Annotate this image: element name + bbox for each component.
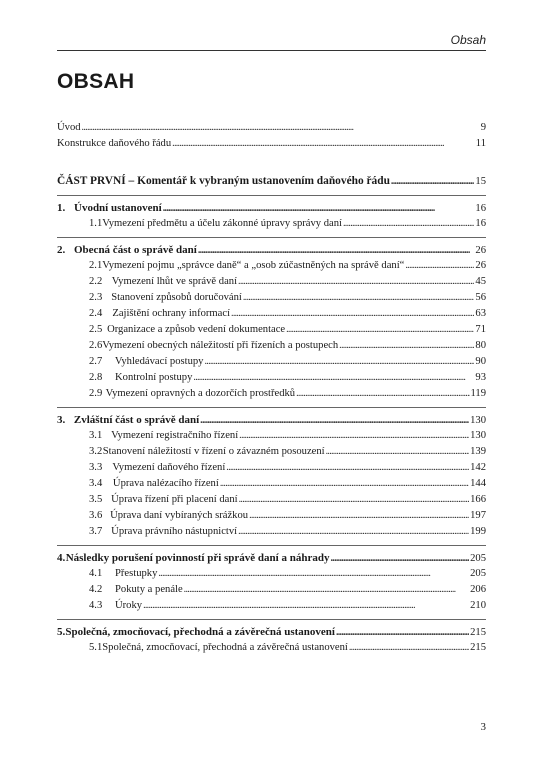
dot-leader (286, 322, 474, 338)
dot-leader (391, 172, 474, 191)
toc-subentry[interactable] (57, 582, 486, 598)
toc-page-number: 139 (470, 446, 486, 457)
toc-subentry[interactable] (57, 476, 486, 492)
toc-subentry[interactable] (57, 428, 486, 444)
toc-entry-text: Konstrukce daňového řádu (57, 138, 172, 149)
dot-leader (226, 460, 469, 476)
dot-leader (184, 582, 469, 598)
divider (57, 619, 486, 620)
toc-entry-intro[interactable] (57, 120, 486, 136)
section-number: 3.2 (89, 446, 103, 457)
section-title: Kontrolní postupy (115, 372, 193, 383)
section-title: Přestupky (115, 568, 158, 579)
chapter-number: 5. (57, 626, 66, 638)
toc-page-number: 93 (475, 372, 486, 383)
toc-subentry[interactable] (57, 492, 486, 508)
section-number: 2.8 (89, 372, 103, 383)
section-number: 3.4 (89, 478, 103, 489)
dot-leader (296, 386, 469, 402)
toc-page-number: 26 (475, 260, 486, 271)
section-title: Vymezení předmětu a účelu zákonné úpravy správy daní (102, 218, 342, 229)
toc-page-number: 80 (475, 340, 486, 351)
toc-chapter[interactable] (57, 550, 486, 566)
dot-leader (220, 476, 469, 492)
section-number: 2.7 (89, 356, 103, 367)
section-number: 2.6 (89, 340, 103, 351)
toc-subentry[interactable] (57, 640, 486, 656)
section-number: 3.7 (89, 526, 103, 537)
dot-leader (343, 216, 474, 232)
dot-leader (239, 492, 470, 508)
section-number: 3.6 (89, 510, 103, 521)
dot-leader (243, 290, 475, 306)
toc-chapter[interactable] (57, 242, 486, 258)
chapter-number: 4. (57, 552, 66, 564)
toc-page-number: 206 (470, 584, 486, 595)
section-number: 4.3 (89, 600, 103, 611)
toc-chapter[interactable] (57, 412, 486, 428)
toc-page-number: 45 (475, 276, 486, 287)
dot-leader (238, 274, 474, 290)
dot-leader (204, 354, 474, 370)
toc-page-number: 142 (470, 462, 486, 473)
toc-entry-text: Úvod (57, 122, 81, 133)
chapter-number: 3. (57, 414, 66, 426)
chapter-title: Zvláštní část o správě daní (73, 414, 200, 426)
toc-page-number: 16 (475, 203, 486, 214)
section-title: Zajištění ochrany informací (112, 308, 231, 319)
toc-chapter[interactable] (57, 200, 486, 216)
dot-leader (163, 200, 475, 217)
chapter-title: Obecná část o správě daní (74, 244, 197, 256)
dot-leader (193, 370, 474, 386)
dot-leader (172, 136, 475, 152)
section-number: 5.1 (89, 642, 103, 653)
chapter-number: 2. (57, 244, 66, 256)
dot-leader (239, 428, 469, 444)
section-title: Úprava nalézacího řízení (112, 478, 219, 489)
section-title: Vymezení registračního řízení (111, 430, 239, 441)
page-title: OBSAH (57, 70, 135, 93)
section-number: 3.5 (89, 494, 103, 505)
section-title: Stanovení způsobů doručování (111, 292, 242, 303)
toc-page-number: 11 (475, 138, 486, 149)
page-number: 3 (480, 721, 486, 733)
divider (57, 195, 486, 196)
toc-subentry[interactable] (57, 306, 486, 322)
dot-leader (330, 550, 469, 567)
toc-subentry[interactable] (57, 460, 486, 476)
section-number: 2.3 (89, 292, 103, 303)
chapter-number: 1. (57, 202, 66, 214)
toc-page-number: 26 (475, 245, 486, 256)
dot-leader (231, 306, 474, 322)
toc-page-number: 9 (480, 122, 486, 133)
toc-page-number: 215 (470, 627, 486, 638)
toc-page-number: 215 (470, 642, 486, 653)
toc-subentry[interactable] (57, 444, 486, 460)
toc-part-heading[interactable] (57, 172, 486, 190)
toc-page-number: 119 (470, 388, 486, 399)
section-number: 2.5 (89, 324, 103, 335)
section-title: Úprava daní vybíraných srážkou (110, 510, 249, 521)
toc-entry-konstrukce[interactable] (57, 136, 486, 152)
toc-page-number: 210 (470, 600, 486, 611)
toc-subentry[interactable] (57, 258, 486, 274)
toc-subentry[interactable] (57, 274, 486, 290)
toc-subentry[interactable] (57, 354, 486, 370)
section-title: Úprava právního nástupnictví (111, 526, 238, 537)
section-number: 3.1 (89, 430, 103, 441)
section-title: Organizace a způsob vedení dokumentace (107, 324, 286, 335)
toc-page-number: 197 (470, 510, 486, 521)
toc-subentry[interactable] (57, 290, 486, 306)
toc-page-number: 130 (470, 430, 486, 441)
spacer (57, 152, 486, 172)
toc-page-number: 90 (475, 356, 486, 367)
section-title: Stanovení náležitostí v řízení o závazném posouzení (102, 446, 325, 457)
dot-leader (349, 640, 469, 656)
section-title: Společná, zmocňovací, přechodná a závěrečná ustanovení (102, 642, 348, 653)
toc-part-text: ČÁST PRVNÍ – Komentář k vybraným ustanovením daňového řádu (57, 175, 390, 187)
divider (57, 407, 486, 408)
chapter-title: Společná, zmocňovací, přechodná a závěrečná ustanovení (65, 626, 335, 638)
toc-subentry[interactable] (57, 524, 486, 540)
toc-subentry[interactable] (57, 322, 486, 338)
dot-leader (143, 598, 469, 614)
table-of-contents (57, 120, 486, 656)
section-title: Vymezení opravných a dozorčích prostředků (105, 388, 296, 399)
toc-subentry[interactable] (57, 598, 486, 614)
dot-leader (158, 566, 469, 582)
chapter-title: Úvodní ustanovení (74, 202, 162, 214)
section-number: 3.3 (89, 462, 103, 473)
dot-leader (339, 338, 474, 354)
dot-leader (336, 624, 469, 641)
section-number: 4.1 (89, 568, 103, 579)
section-number: 2.1 (89, 260, 103, 271)
section-number: 2.9 (89, 388, 103, 399)
section-number: 4.2 (89, 584, 103, 595)
dot-leader (249, 508, 469, 524)
toc-page-number: 144 (470, 478, 486, 489)
toc-page-number: 71 (475, 324, 486, 335)
toc-page-number: 56 (475, 292, 486, 303)
section-number: 2.2 (89, 276, 103, 287)
section-title: Úroky (115, 600, 143, 611)
dot-leader (200, 412, 469, 429)
toc-subentry[interactable] (57, 508, 486, 524)
section-title: Vyhledávací postupy (114, 356, 204, 367)
running-head: Obsah (450, 33, 486, 47)
dot-leader (198, 242, 475, 259)
toc-page-number: 63 (475, 308, 486, 319)
section-title: Vymezení daňového řízení (112, 462, 226, 473)
toc-page-number: 205 (470, 568, 486, 579)
divider (57, 545, 486, 546)
toc-page-number: 166 (470, 494, 486, 505)
chapter-title: Následky porušení povinností při správě daní a náhrady (65, 552, 330, 564)
section-title: Úprava řízení při placení daní (111, 494, 238, 505)
section-number: 2.4 (89, 308, 103, 319)
toc-subentry[interactable] (57, 386, 486, 402)
dot-leader (326, 444, 470, 460)
section-title: Vymezení pojmu „správce daně“ a „osob zúčastněných na správě daní“ (102, 260, 405, 271)
divider (57, 237, 486, 238)
toc-subentry[interactable] (57, 370, 486, 386)
header-rule (57, 50, 486, 51)
section-title: Vymezení lhůt ve správě daní (111, 276, 238, 287)
toc-page-number: 130 (470, 415, 486, 426)
dot-leader (405, 258, 474, 274)
toc-subentry[interactable] (57, 338, 486, 354)
toc-page-number: 16 (475, 218, 486, 229)
toc-page-number: 15 (475, 176, 486, 187)
toc-subentry[interactable] (57, 566, 486, 582)
section-number: 1.1 (89, 218, 103, 229)
toc-page-number: 205 (470, 553, 486, 564)
dot-leader (82, 120, 480, 136)
section-title: Pokuty a penále (115, 584, 183, 595)
toc-subentry[interactable] (57, 216, 486, 232)
toc-chapter[interactable] (57, 624, 486, 640)
toc-page-number: 199 (470, 526, 486, 537)
dot-leader (238, 524, 469, 540)
section-title: Vymezení obecných náležitostí při řízeních a postupech (102, 340, 339, 351)
